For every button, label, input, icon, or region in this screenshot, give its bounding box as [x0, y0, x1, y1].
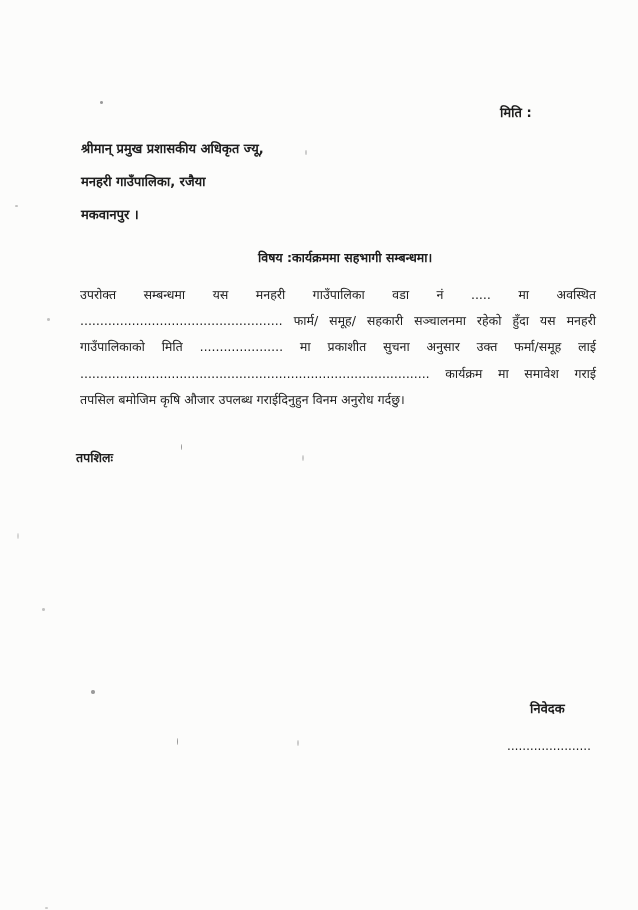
recipient-line-1: श्रीमान् प्रमुख प्रशासकीय अधिकृत ज्यू,	[81, 142, 264, 157]
recipient-line-2: मनहरी गाउँपालिका, रजैया	[81, 175, 206, 190]
scan-speck	[91, 690, 95, 694]
subject-line: विषय :कार्यक्रममा सहभागी सम्बन्धमा।	[258, 250, 433, 265]
scan-speck	[305, 150, 307, 155]
scan-speck	[177, 738, 178, 745]
scan-speck	[45, 907, 48, 909]
body-line-2: ................................................... फार्म/ समूह/ सहकारी सञ्चालनमा रहेको हुँदा यस मनहरी	[80, 313, 596, 328]
body-line-1: उपरोक्त सम्बन्धमा यस मनहरी गाउँपालिका वडा नं ..... मा अवस्थित	[80, 287, 596, 302]
recipient-line-3: मकवानपुर ।	[81, 208, 139, 223]
scan-speck	[302, 455, 304, 461]
scan-speck	[47, 318, 50, 321]
sender-label: निवेदक	[530, 702, 565, 717]
scan-speck	[100, 101, 103, 104]
body-line-5: तपसिल बमोजिम कृषि औजार उपलब्ध गराईदिनुहुन विनम अनुरोध गर्दछु।	[80, 392, 405, 407]
scan-speck	[181, 444, 182, 450]
scan-speck	[15, 205, 18, 207]
details-label: तपशिलः	[76, 450, 113, 465]
scan-speck	[42, 608, 45, 611]
date-label: मिति :	[500, 106, 532, 121]
body-line-4: ........................................................................................ कार्यक्रम मा समावेश गराई	[80, 366, 596, 381]
signature-line: ......................	[507, 739, 591, 753]
body-line-3: गाउँपालिकाको मिति ..................... मा प्रकाशीत सुचना अनुसार उक्त फर्मा/समूह लाई	[80, 339, 596, 354]
scan-speck	[297, 740, 299, 746]
scan-speck	[17, 533, 19, 539]
